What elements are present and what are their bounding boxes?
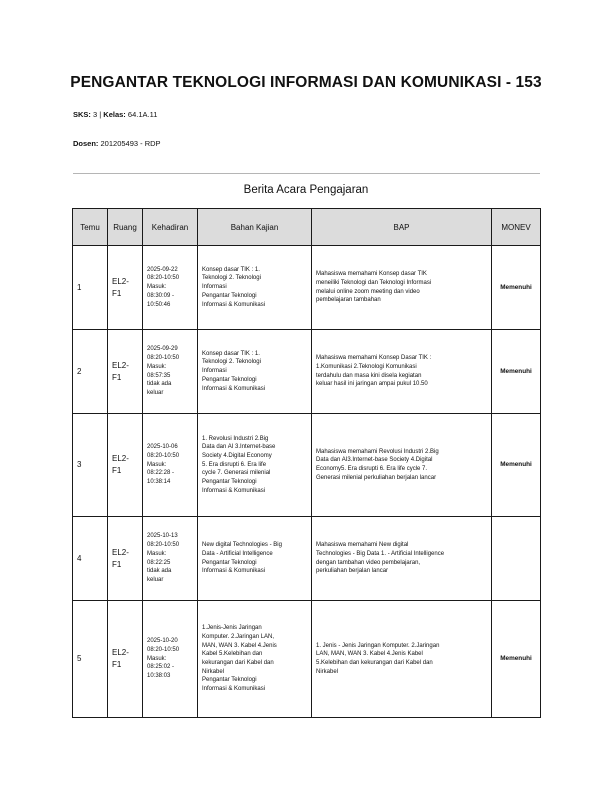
- lecturer-info: [73, 139, 161, 148]
- divider: [73, 173, 540, 174]
- sks-value: 3 |: [90, 110, 104, 119]
- cell-kehadiran: 2025-09-22 08:20-10:50 Masuk: 08:30:09 - 10:50:46: [143, 246, 198, 330]
- cell-temu: 3: [73, 414, 108, 517]
- table-row: [73, 414, 541, 517]
- sks-label: SKS:: [73, 110, 91, 119]
- cell-bahan-kajian: Konsep dasar TIK : 1. Teknologi 2. Teknologi Informasi Pengantar Teknologi Informasi & Komunikasi: [198, 246, 312, 330]
- header-monev: MONEV: [492, 209, 541, 246]
- header-bap: BAP: [312, 209, 492, 246]
- cell-temu: 2: [73, 330, 108, 414]
- table-row: [73, 517, 541, 601]
- table-row: [73, 601, 541, 718]
- header-temu: Temu: [73, 209, 108, 246]
- cell-bahan-kajian: 1. Revolusi Industri 2.Big Data dan AI 3.Internet-base Society 4.Digital Economy 5. Era disrupti 6. Era life cycle 7. Generasi milenial Pengantar Teknologi Informasi & Komunikasi: [198, 414, 312, 517]
- kelas-value: 64.1A.11: [125, 110, 158, 119]
- dosen-value: 201205493 - RDP: [98, 139, 161, 148]
- header-kehadiran: Kehadiran: [143, 209, 198, 246]
- dosen-label: Dosen:: [73, 139, 99, 148]
- cell-ruang: EL2- F1: [108, 414, 143, 517]
- cell-bahan-kajian: Konsep dasar TIK : 1. Teknologi 2. Teknologi Informasi Pengantar Teknologi Informasi & Komunikasi: [198, 330, 312, 414]
- cell-monev: Memenuhi: [492, 601, 541, 718]
- header-bahan-kajian: Bahan Kajian: [198, 209, 312, 246]
- cell-bahan-kajian: 1.Jenis-Jenis Jaringan Komputer. 2.Jaringan LAN, MAN, WAN 3. Kabel 4.Jenis Kabel 5.Kelebihan dan kekurangan dari Kabel dan Nirkabel Pengantar Teknologi Informasi & Komunikasi: [198, 601, 312, 718]
- table-header-row: [73, 209, 541, 246]
- cell-kehadiran: 2025-10-13 08:20-10:50 Masuk: 08:22:25 tidak ada keluar: [143, 517, 198, 601]
- cell-kehadiran: 2025-10-06 08:20-10:50 Masuk: 08:22:28 - 10:38:14: [143, 414, 198, 517]
- cell-ruang: EL2- F1: [108, 330, 143, 414]
- teaching-record-table: [72, 208, 541, 718]
- table-row: [73, 246, 541, 330]
- cell-kehadiran: 2025-09-29 08:20-10:50 Masuk: 08:57:35 tidak ada keluar: [143, 330, 198, 414]
- course-info: [73, 110, 157, 119]
- cell-bap: Mahasiswa memahami Konsep Dasar TIK : 1.Komunikasi 2.Teknologi Komunikasi terdahulu dan masa kini disela kegiatan keluar hasil ini jaringan ampai pukul 10.50: [312, 330, 492, 414]
- cell-ruang: EL2- F1: [108, 246, 143, 330]
- kelas-label: Kelas:: [103, 110, 126, 119]
- cell-bap: Mahasiswa memahami Revolusi Industri 2.Big Data dan AI3.Internet-base Society 4.Digital Economy5. Era disrupti 6. Era life cycle 7. Generasi milenial perkuliahan berjalan lancar: [312, 414, 492, 517]
- cell-temu: 1: [73, 246, 108, 330]
- cell-bap: Mahasiswa memahami Konsep dasar TIK meneiliki Teknologi dan Teknologi Informasi melalui online zoom meeting dan video pembelajaran tambahan: [312, 246, 492, 330]
- cell-ruang: EL2- F1: [108, 517, 143, 601]
- cell-ruang: EL2- F1: [108, 601, 143, 718]
- cell-kehadiran: 2025-10-20 08:20-10:50 Masuk: 08:25:02 - 10:38:03: [143, 601, 198, 718]
- cell-temu: 5: [73, 601, 108, 718]
- document-title: PENGANTAR TEKNOLOGI INFORMASI DAN KOMUNIKASI - 153: [70, 74, 542, 91]
- cell-monev: Memenuhi: [492, 330, 541, 414]
- cell-monev: Memenuhi: [492, 414, 541, 517]
- cell-monev: Memenuhi: [492, 246, 541, 330]
- cell-temu: 4: [73, 517, 108, 601]
- cell-bahan-kajian: New digital Technologies - Big Data - Artificial Intelligence Pengantar Teknologi Informasi & Komunikasi: [198, 517, 312, 601]
- table-row: [73, 330, 541, 414]
- cell-bap: 1. Jenis - Jenis Jaringan Komputer. 2.Jaringan LAN, MAN, WAN 3. Kabel 4.Jenis Kabel 5.Kelebihan dan kekurangan dari Kabel dan Nirkabel: [312, 601, 492, 718]
- section-title: Berita Acara Pengajaran: [243, 184, 369, 196]
- cell-bap: Mahasiswa memahami New digital Technologies - Big Data 1. - Artificial Intelligence dengan tambahan video pembelajaran, perkuliahan berjalan lancar: [312, 517, 492, 601]
- header-ruang: Ruang: [108, 209, 143, 246]
- cell-monev: [492, 517, 541, 601]
